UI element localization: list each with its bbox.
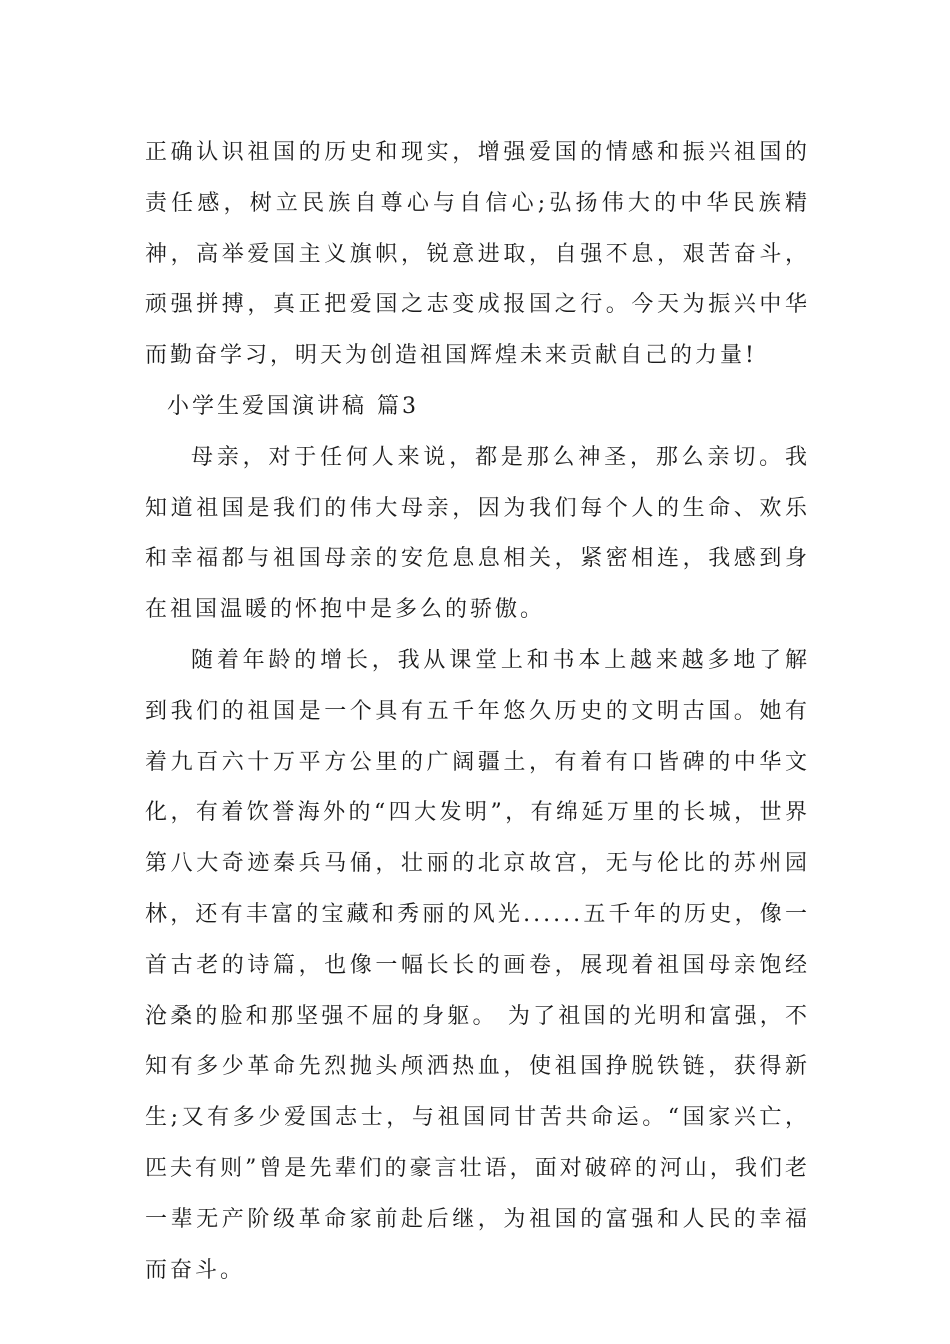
section-heading: 小学生爱国演讲稿 篇3	[167, 393, 419, 419]
paragraph-continued: 正确认识祖国的历史和现实，增强爱国的情感和振兴祖国的责任感，树立民族自尊心与自信心;弘扬伟大的中华民族精神，高举爱国主义旗帜，锐意进取，自强不息，艰苦奋斗，顽强拼搏，真正把爱国之志变成报国之行。今天为振兴中华而勤奋学习，明天为创造祖国辉煌未来贡献自己的力量!	[145, 140, 810, 369]
paragraph-mother: 母亲，对于任何人来说，都是那么神圣，那么亲切。我知道祖国是我们的伟大母亲，因为我们每个人的生命、欢乐和幸福都与祖国母亲的安危息息相关，紧密相连，我感到身在祖国温暖的怀抱中是多么的骄傲。	[145, 444, 810, 623]
document-body	[145, 128, 810, 1296]
paragraph-history: 随着年龄的增长，我从课堂上和书本上越来越多地了解到我们的祖国是一个具有五千年悠久历史的文明古国。她有着九百六十万平方公里的广阔疆土，有着有口皆碑的中华文化，有着饮誉海外的“四大发明”，有绵延万里的长城，世界第八大奇迹秦兵马俑，壮丽的北京故宫，无与伦比的苏州园林，还有丰富的宝藏和秀丽的风光......五千年的历史，像一首古老的诗篇，也像一幅长长的画卷，展现着祖国母亲饱经沧桑的脸和那坚强不屈的身躯。 为了祖国的光明和富强，不知有多少革命先烈抛头颅洒热血，使祖国挣脱铁链，获得新生;又有多少爱国志士，与祖国同甘苦共命运。“国家兴亡，匹夫有则”曾是先辈们的豪言壮语，面对破碎的河山，我们老一辈无产阶级革命家前赴后继，为祖国的富强和人民的幸福而奋斗。	[145, 647, 810, 1283]
